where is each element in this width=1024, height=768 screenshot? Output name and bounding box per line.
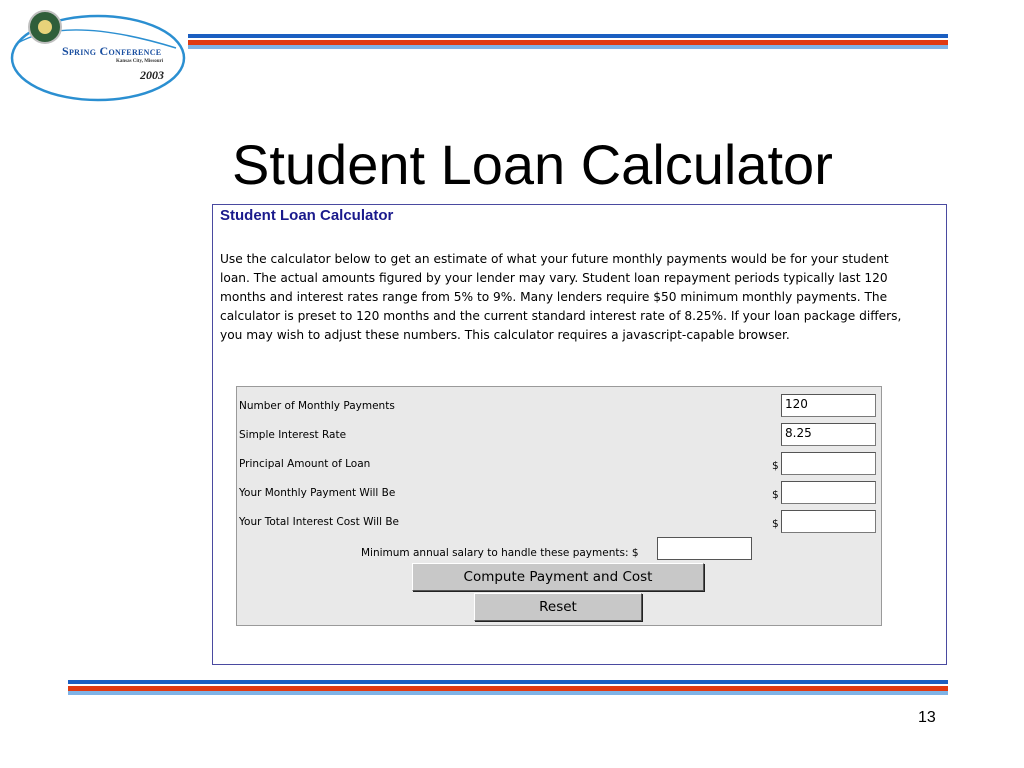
dollar-prefix: $ <box>772 518 779 530</box>
top-divider-bar <box>188 34 948 49</box>
field-row-monthly-payment <box>237 479 881 505</box>
field-row-total-interest <box>237 508 881 534</box>
field-row-principal <box>237 450 881 476</box>
field-label: Number of Monthly Payments <box>239 400 395 412</box>
salary-label: Minimum annual salary to handle these payments: $ <box>361 547 639 559</box>
field-label: Principal Amount of Loan <box>239 458 371 470</box>
principal-input[interactable] <box>781 452 876 475</box>
bottom-divider-bar <box>68 680 948 695</box>
interest-rate-input[interactable]: 8.25 <box>781 423 876 446</box>
logo-title: Spring Conference <box>62 44 162 58</box>
logo-location: Kansas City, Missouri <box>116 59 164 64</box>
field-label: Your Monthly Payment Will Be <box>239 487 396 499</box>
seal-icon <box>28 10 62 44</box>
monthly-payments-input[interactable]: 120 <box>781 394 876 417</box>
field-label: Simple Interest Rate <box>239 429 347 441</box>
dollar-prefix: $ <box>772 489 779 501</box>
calculator-intro-text: Use the calculator below to get an estimate of what your future monthly payments would be for your student loan. The actual amounts figured by your lender may vary. Student loan repayment periods typically last 120 months and interest rates range from 5% to 9%. Many lenders require $50 minimum monthly payments. The calculator is preset to 120 months and the current standard interest rate of 8.25%. If your loan package differs, you may wish to adjust these numbers. This calculator requires a javascript-capable browser. <box>220 252 902 342</box>
field-label: Your Total Interest Cost Will Be <box>239 516 399 528</box>
monthly-payment-output[interactable] <box>781 481 876 504</box>
reset-button[interactable]: Reset <box>474 593 642 621</box>
calculator-heading: Student Loan Calculator <box>220 207 394 224</box>
logo-year: 2003 <box>140 68 164 82</box>
calculator-form <box>236 386 882 626</box>
slide-title: Student Loan Calculator <box>232 133 833 196</box>
compute-button[interactable]: Compute Payment and Cost <box>412 563 704 591</box>
calculator-page-frame <box>212 204 947 665</box>
dollar-prefix: $ <box>772 460 779 472</box>
field-row-interest-rate <box>237 421 881 447</box>
salary-output[interactable] <box>657 537 752 560</box>
page-number: 13 <box>918 709 936 726</box>
conference-logo <box>6 4 192 104</box>
field-row-monthly-payments <box>237 392 881 418</box>
total-interest-output[interactable] <box>781 510 876 533</box>
